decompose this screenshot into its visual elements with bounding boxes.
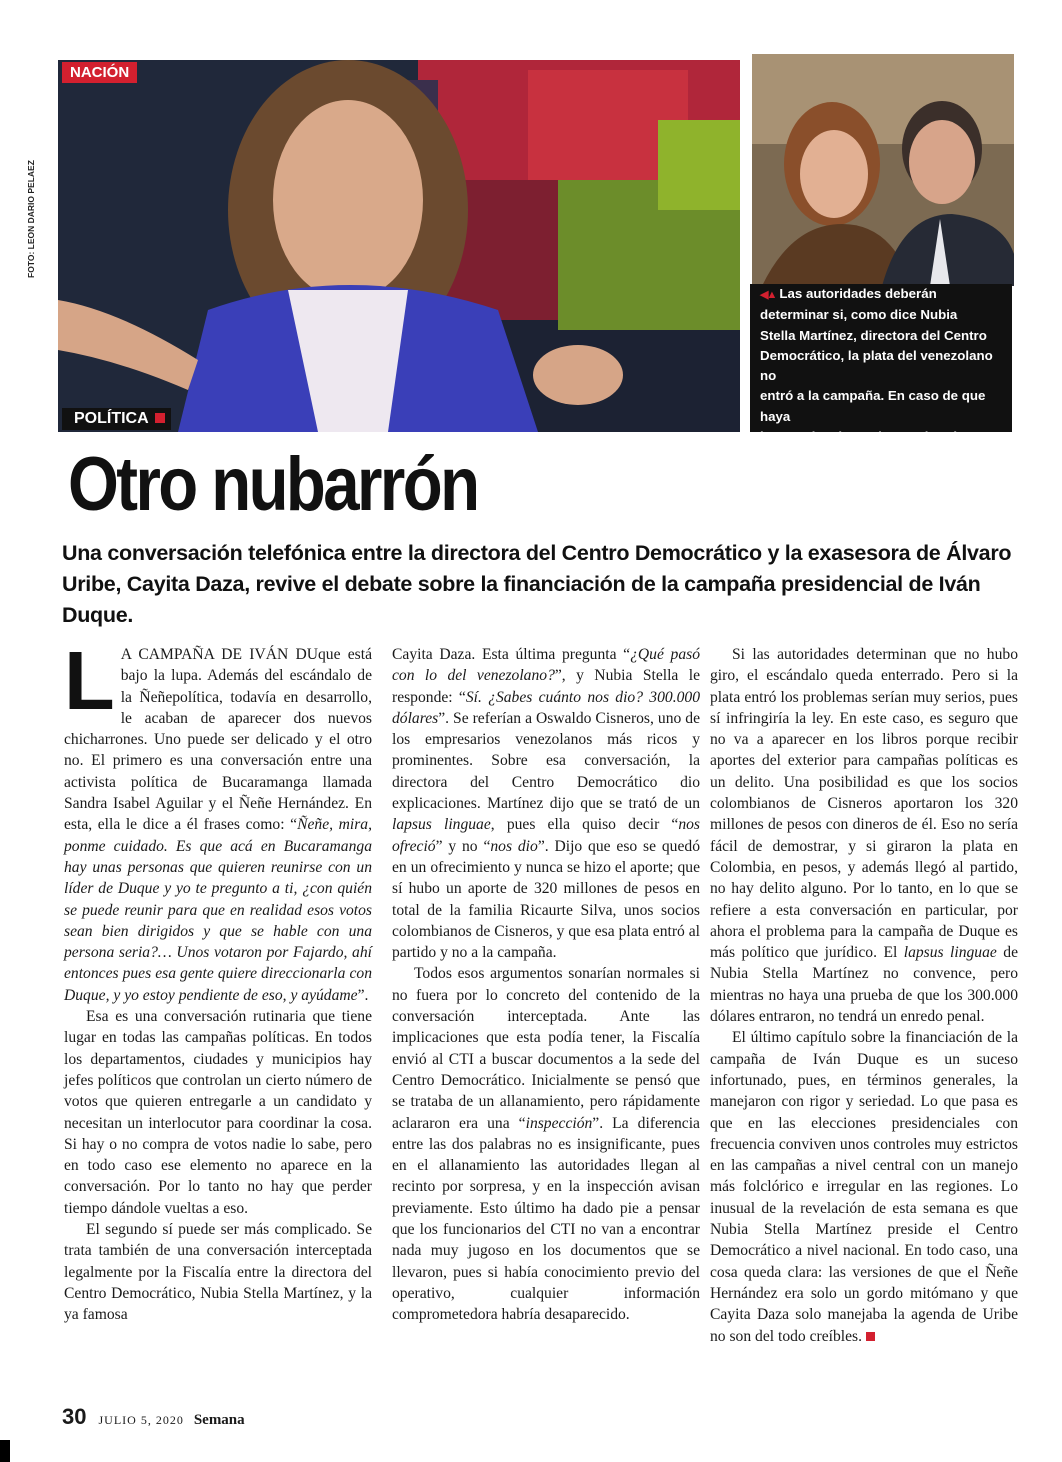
- caption-arrows-icon: ◀▲: [760, 289, 776, 301]
- caption-line: Democrático, la plata del venezolano no: [760, 347, 993, 384]
- article-column-2: [392, 644, 700, 1326]
- inset-photo: [750, 52, 1016, 288]
- main-photo: [58, 60, 740, 432]
- paragraph: El último capítulo sobre la financiación de la campaña de Iván Duque es un suceso infortunado, pues, en términos generales, la manejaron con rigor y seriedad. Lo que pasa es que en las elecciones presidenciales con frecuencia conviven unos controles muy estrictos en las campañas a nivel central con un manejo más folclórico e irregular en las regiones. Lo inusual de la revelación de esta semana es que Nubia Stella Martínez preside el Centro Democrático a nivel nacional. En todo caso, una cosa queda clara: las versiones de que el Ñeñe Hernández era solo un gordo mitómano y que Cayita Daza solo manejaba la agenda de Uribe no son del todo creíbles.: [710, 1029, 1018, 1345]
- caption-line: ◀▲ Las autoridades deberán: [760, 286, 937, 301]
- paragraph: L A CAMPAÑA DE IVÁN DUque está bajo la lupa. Además del escándalo de la Ñeñepolítica, todavía en desarrollo, le acaban de aparecer dos nuevos chicharrones. Uno puede ser delicado y el otro no. El primero es una conversación entre una activista política de Bucaramanga llamada Sandra Isabel Aguilar y el Ñeñe Hernández. En esta, ella le dice a él frases como: “Ñeñe, mira, ponme cuidado. Es que acá en Bucaramanga hay unas personas que quieren reunirse con un líder de Duque y yo te pregunto a ti, ¿con quién se puede reunir para que en realidad esos votos sean bien dirigidos y que se hable con una persona seria?… Unos votaron por Fajardo, ahí entonces pues esa gente quiere direccionarla con Duque, y yo estoy pendiente de eso, y ayúdame”.: [64, 634, 372, 1004]
- paragraph: Todos esos argumentos sonarían normales si no fuera por lo concreto del contenido de la conversación interceptada. Ante las implicaciones que esta podía tener, la Fiscalía envió al CTI a buscar documentos a la sede del Centro Democrático. Inicialmente se pensó que se trataba de un allanamiento, pero rápidamente aclararon era una “inspección”. La diferencia entre las dos palabras no es insignificante, pues en el allanamiento las autoridades llegan al recinto por sorpresa, y en la inspección avisan previamente. Esto último ha dado pie a pensar que los funcionarios del CTI no van a encontrar nada muy jugoso en los documentos que se llevaron, pues si había conocimiento previo del operativo, cualquier información comprometedora habría desaparecido.: [392, 965, 700, 1324]
- photo-credit: [20, 160, 50, 280]
- section-label: NACIÓN: [62, 62, 137, 83]
- paragraph: Cayita Daza. Esta última pregunta “¿Qué pasó con lo del venezolano?”, y Nubia Stella le responde: “Sí. ¿Sabes cuánto nos dio? 300.000 dólares”. Se referían a Oswaldo Cisneros, uno de los empresarios venezolanos más ricos y prominentes. Sobre esa conversación, la directora del Centro Democrático dio explicaciones. Martínez dijo que se trató de un lapsus linguae, pues ella quiso decir “nos ofreció” y no “nos dio”. Dijo que eso se quedó en un ofrecimiento y nunca se hizo el aporte; que sí hubo un aporte de 320 millones de pesos en total de la familia Ricaurte Silva, unos socios colombianos de Cisneros, y que esa plata entró al partido y no a la campaña.: [392, 646, 700, 962]
- inset-photo-illustration: [752, 54, 1014, 286]
- caption-line: determinar si, como dice Nubia: [760, 307, 958, 323]
- article-column-3: [710, 644, 1018, 1347]
- page-edge-tab: [0, 1440, 10, 1462]
- caption-line: entró a la campaña. En caso de que haya: [760, 388, 986, 424]
- end-mark-icon: [866, 1332, 875, 1341]
- category-label: POLÍTICA: [62, 408, 171, 430]
- paragraph: Si las autoridades determinan que no hubo giro, el escándalo queda enterrado. Pero si la plata entró los problemas serían muy serios, pues sí infringiría la ley. En este caso, es seguro que no va a aparecer en los libros porque recibir aportes del exterior para campañas políticas es un delito. Una posibilidad es que los socios colombianos de Cisneros aportaron los 320 millones de pesos con dineros de él. Eso no sería fácil de demostrar, y si giraron la plata en Colombia, en pesos, y además llegó al partido, no hay delito alguno. Por lo tanto, en lo que se refiere a esta conversación en particular, por ahora el problema para la campaña de Duque es más político que jurídico. El lapsus linguae de Nubia Stella Martínez no convence, pero mientras no haya una prueba de que los 300.000 dólares entraron, no tendrá un enredo penal.: [710, 646, 1018, 1026]
- deck-subtitle: Una conversación telefónica entre la directora del Centro Democrático y la exasesora de Álvaro Uribe, Cayita Daza, revive el debate sobre la financiación de la campaña presidencial de Iván Duque.: [62, 541, 1012, 627]
- caption-line: ingresado, el enredo penal sería serio.: [760, 429, 964, 465]
- caption-line: Stella Martínez, directora del Centro: [760, 327, 987, 343]
- page-footer: [62, 1404, 245, 1430]
- main-photo-illustration: [58, 60, 740, 432]
- paragraph: Esa es una conversación rutinaria que tiene lugar en todas las campañas políticas. En todos los departamentos, ciudades y municipios hay jefes políticos que controlan un cierto número de votos que quieren entregarle a un candidato y necesitan un interlocutor para coordinar la cosa. Si hay o no compra de votos nadie lo sabe, pero en todo caso ese elemento no aparece en la conversación. Por lo tanto no hay que perder tiempo dándole vueltas a eso.: [64, 1008, 372, 1217]
- page-number: 30: [62, 1404, 87, 1429]
- paragraph: El segundo sí puede ser más complicado. Se trata también de una conversación interceptada legalmente por la Fiscalía entre la directora del Centro Democrático, Nubia Stella Martínez, y la ya famosa: [64, 1221, 372, 1324]
- caption-line: Arriba, Cayita con el presidente Duque.: [760, 469, 960, 505]
- drop-cap: L: [64, 634, 115, 727]
- photo-credit-text: FOTO: LEON DARIO PELAEZ: [26, 160, 36, 278]
- article-column-1: [64, 634, 372, 1326]
- issue-date: JULIO 5, 2020: [98, 1413, 184, 1427]
- photo-caption: [750, 284, 1012, 505]
- headline: Otro nubarrón: [68, 442, 478, 527]
- magazine-name: Semana: [193, 1412, 245, 1428]
- red-square-icon: [155, 413, 165, 423]
